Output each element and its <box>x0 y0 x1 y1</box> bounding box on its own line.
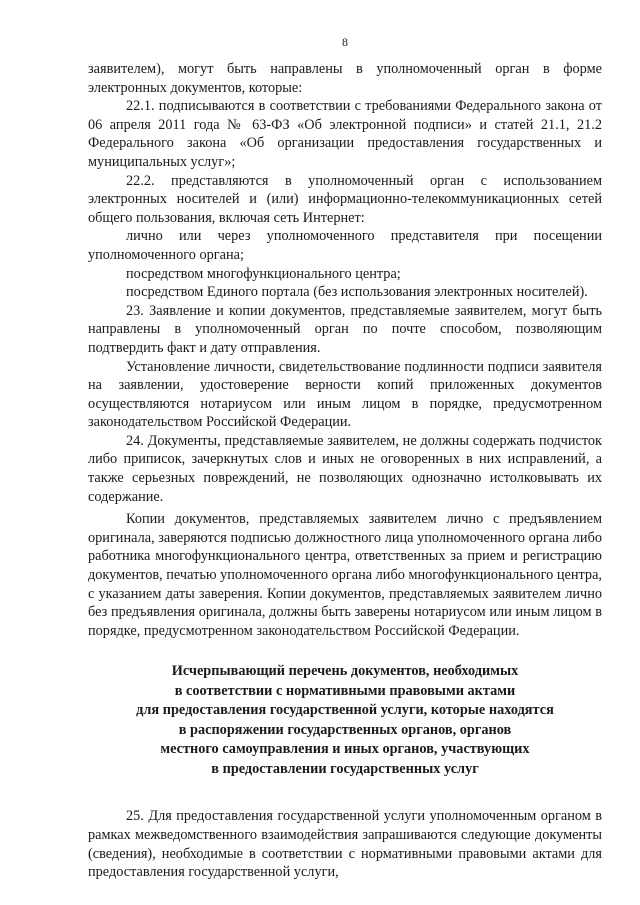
heading-line: в предоставлении государственных услуг <box>211 760 479 777</box>
paragraph: Установление личности, свидетельствование подлинности подписи заявителя на заявлении, удостоверение верности копий приложенных документов осуществляются нотариусом или иным лицом в порядке, предусмотренном законодательством Российской Федерации. <box>88 358 602 431</box>
paragraph-24: 24. Документы, представляемые заявителем, не должны содержать подчисток либо приписок, зачеркнутых слов и иных не оговоренных в них исправлений, а также серьезных повреждений, не позволяющих однозначно истолковывать их содержание. <box>88 432 602 505</box>
heading-line: местного самоуправления и иных органов, участвующих <box>160 741 530 758</box>
heading-line: Исчерпывающий перечень документов, необходимых <box>171 663 519 680</box>
heading-line: для предоставления государственной услуги, которые находятся <box>136 702 554 719</box>
list-item: посредством Единого портала (без использования электронных носителей). <box>126 284 588 301</box>
paragraph-23: 23. Заявление и копии документов, представляемые заявителем, могут быть направлены в уполномоченный орган по почте способом, позволяющим подтвердить факт и дату отправления. <box>88 302 602 356</box>
section-heading <box>88 662 602 779</box>
paragraph: заявителем), могут быть направлены в уполномоченный орган в форме электронных документов, которые: <box>88 61 602 96</box>
page-number: 8 <box>342 35 348 49</box>
heading-line: в распоряжении государственных органов, органов <box>178 721 512 738</box>
paragraph-22-2: 22.2. представляются в уполномоченный орган с использованием электронных носителей и (или) информационно-телекоммуникационных сетей общего пользования, включая сеть Интернет: <box>88 172 602 226</box>
paragraph-22-1: 22.1. подписываются в соответствии с требованиями Федерального закона от 06 апреля 2011 года № 63-ФЗ «Об электронной подписи» и статей 21.1, 21.2 Федерального закона «Об организации предоставления государственных и муниципальных услуг»; <box>88 98 602 170</box>
body-text-bottom <box>88 807 602 881</box>
list-item: лично или через уполномоченного представителя при посещении уполномоченного органа; <box>88 228 602 263</box>
paragraph-25: 25. Для предоставления государственной услуги уполномоченным органом в рамках межведомственного взаимодействия запрашиваются следующие документы (сведения), необходимые в соответствии с нормативными правовыми актами для предоставления государственной услуги, <box>88 808 602 881</box>
paragraph: Копии документов, представляемых заявителем лично с предъявлением оригинала, заверяются подписью должностного лица уполномоченного органа либо работника многофункционального центра, ответственных за прием и регистрацию документов, печатью уполномоченного органа либо многофункционального центра, с указанием даты заверения. Копии документов, представляемых заявителем лично без предъявления оригинала, должны быть заверены нотариусом или иным лицом в порядке, предусмотренном законодательством Российской Федерации. <box>88 511 602 639</box>
body-text-top <box>88 60 602 640</box>
list-item: посредством многофункционального центра; <box>126 265 401 282</box>
heading-line: в соответствии с нормативными правовыми актами <box>174 682 516 699</box>
